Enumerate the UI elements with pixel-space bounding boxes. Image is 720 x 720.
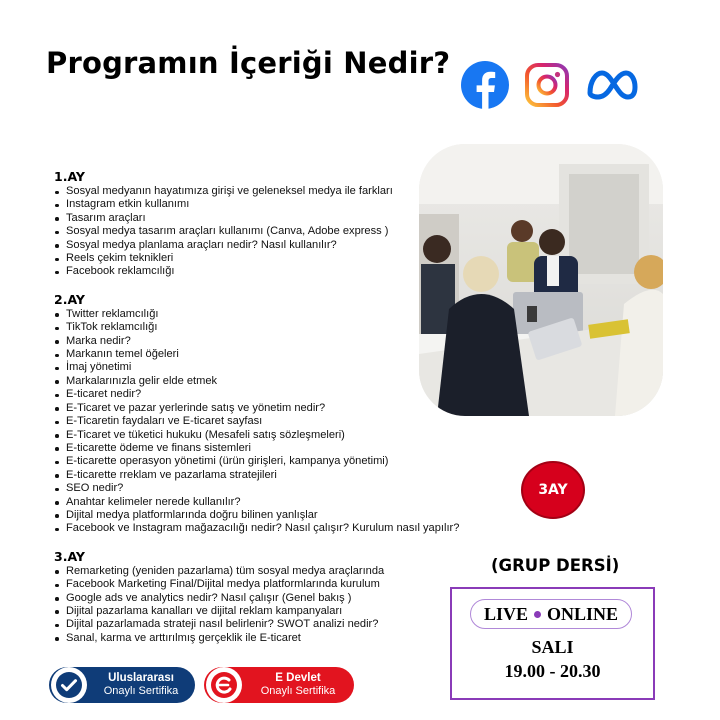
certificate-subtitle: Onaylı Sertifika <box>260 685 336 697</box>
list-item: Sosyal medya tasarım araçları kullanımı (Canva, Adobe express ) <box>54 225 494 238</box>
instagram-icon <box>524 62 570 108</box>
list-item: Markalarınızla gelir elde etmek <box>54 375 494 388</box>
list-item: TikTok reklamcılığı <box>54 321 494 334</box>
live-label: LIVE <box>483 603 528 624</box>
topic-list <box>54 565 494 645</box>
social-icons <box>460 60 640 110</box>
live-online-pill <box>470 599 632 629</box>
list-item: Markanın temel öğeleri <box>54 348 494 361</box>
list-item: E-ticarette operasyon yönetimi (ürün girişleri, kampanya yönetimi) <box>54 455 494 468</box>
list-item: Tasarım araçları <box>54 212 494 225</box>
list-item: Facebook reklamcılığı <box>54 265 494 278</box>
checkmark-badge-icon <box>51 667 87 703</box>
list-item: E-Ticaret ve pazar yerlerinde satış ve yönetim nedir? <box>54 402 494 415</box>
office-meeting-photo <box>419 144 663 416</box>
dot-icon <box>534 611 541 618</box>
facebook-icon <box>460 60 510 110</box>
list-item: E-ticarette rreklam ve pazarlama stratejileri <box>54 469 494 482</box>
group-lesson-label: (GRUP DERSİ) <box>491 556 620 575</box>
schedule-time: 19.00 - 20.30 <box>504 661 601 681</box>
meeting-illustration <box>419 144 663 416</box>
list-item: E-ticarette ödeme ve finans sistemleri <box>54 442 494 455</box>
certificate-text <box>242 672 354 698</box>
international-certificate-badge <box>49 667 195 703</box>
certificate-text <box>87 672 195 698</box>
month-section <box>54 549 494 645</box>
list-item: Dijital pazarlamada strateji nasıl belirlenir? SWOT analizi nedir? <box>54 618 494 631</box>
edevlet-logo-icon <box>206 667 242 703</box>
duration-badge-label: 3AY <box>538 482 568 498</box>
list-item: Marka nedir? <box>54 335 494 348</box>
duration-badge <box>521 461 585 519</box>
schedule-box <box>450 587 655 700</box>
list-item: Twitter reklamcılığı <box>54 308 494 321</box>
list-item: Instagram etkin kullanımı <box>54 198 494 211</box>
list-item: Sosyal medya planlama araçları nedir? Nasıl kullanılır? <box>54 239 494 252</box>
list-item: Remarketing (yeniden pazarlama) tüm sosyal medya araçlarında <box>54 565 494 578</box>
page-title: Programın İçeriği Nedir? <box>46 46 451 80</box>
list-item: Facebook ve Instagram mağazacılığı nedir? Nasıl çalışır? Kurulum nasıl yapılır? <box>54 522 494 535</box>
schedule-day: SALI <box>531 637 574 657</box>
list-item: Anahtar kelimeler nerede kullanılır? <box>54 496 494 509</box>
list-item: Dijital medya platformlarında doğru bilinen yanlışlar <box>54 509 494 522</box>
certificate-subtitle: Onaylı Sertifika <box>103 685 179 697</box>
list-item: E-Ticaret ve tüketici hukuku (Mesafeli satış sözleşmeleri) <box>54 429 494 442</box>
month-heading: 1.AY <box>54 169 85 184</box>
list-item: SEO nedir? <box>54 482 494 495</box>
list-item: Google ads ve analytics nedir? Nasıl çalışır (Genel bakış ) <box>54 592 494 605</box>
list-item: Dijital pazarlama kanalları ve dijital reklam kampanyaları <box>54 605 494 618</box>
meta-icon <box>584 67 640 103</box>
list-item: Reels çekim teknikleri <box>54 252 494 265</box>
list-item: E-ticaret nedir? <box>54 388 494 401</box>
certificate-title: Uluslararası <box>108 672 174 684</box>
list-item: Facebook Marketing Final/Dijital medya platformlarında kurulum <box>54 578 494 591</box>
certificate-title: E Devlet <box>275 672 321 684</box>
month-heading: 3.AY <box>54 548 85 564</box>
list-item: İmaj yönetimi <box>54 361 494 374</box>
online-label: ONLINE <box>547 603 619 624</box>
list-item: E-Ticaretin faydaları ve E-ticaret sayfası <box>54 415 494 428</box>
list-item: Sosyal medyanın hayatımıza girişi ve geleneksel medya ile farkları <box>54 185 494 198</box>
month-heading: 2.AY <box>54 291 85 307</box>
edevlet-certificate-badge <box>204 667 354 703</box>
list-item: Sanal, karma ve arttırılmış gerçeklik ile E-ticaret <box>54 632 494 645</box>
